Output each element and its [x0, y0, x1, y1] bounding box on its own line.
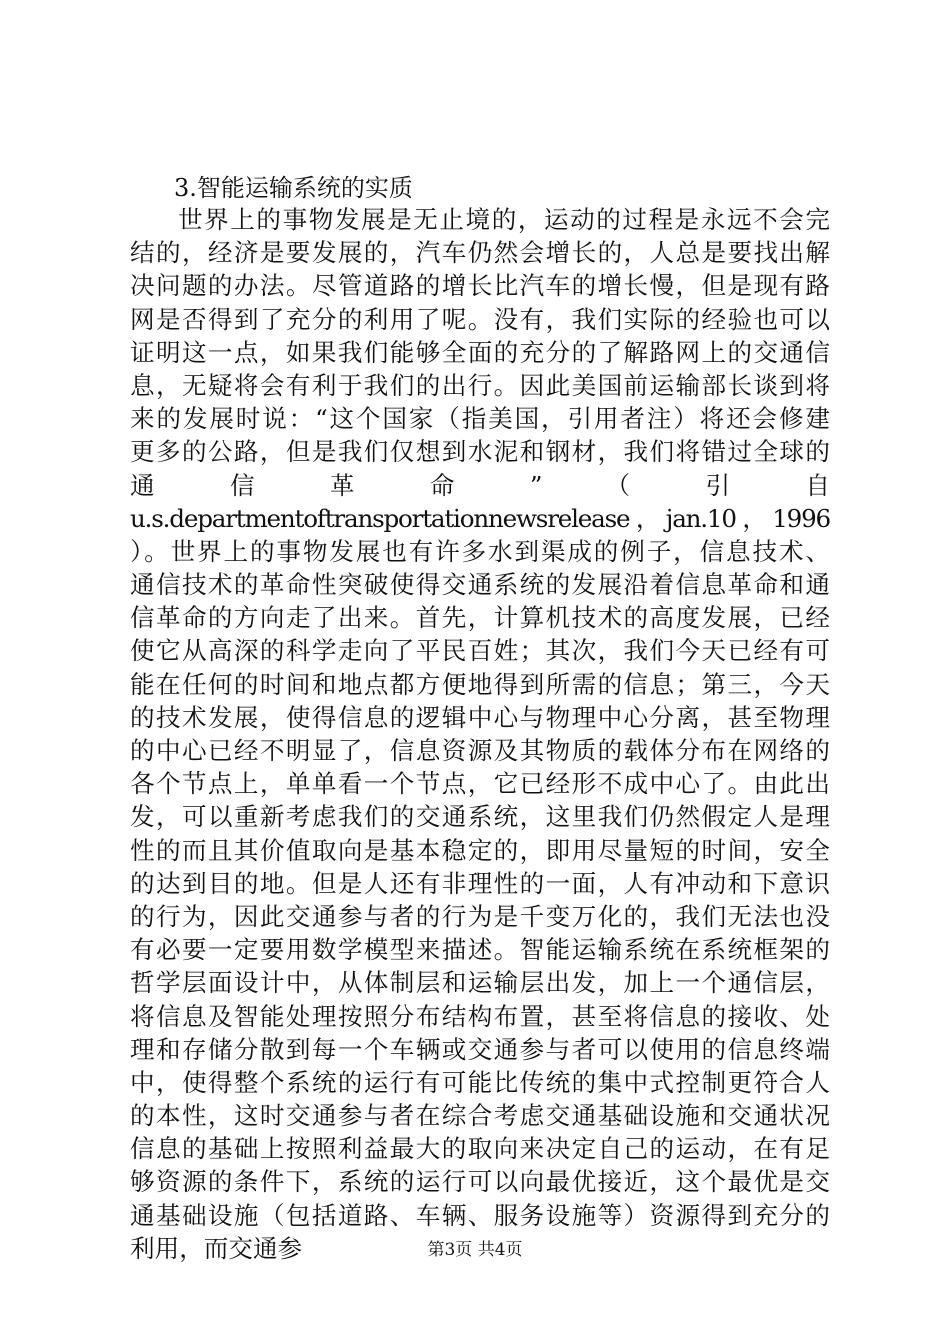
text-line: 网是否得到了充分的利用了呢。没有，我们实际的经验也可以	[130, 304, 830, 334]
text-line: ）。世界上的事物发展也有许多水到渠成的例子，信息技术、	[130, 536, 830, 566]
text-line: 哲学层面设计中，从体制层和运输层出发，加上一个通信层，	[130, 968, 830, 998]
text-line: 使它从高深的科学走向了平民百姓；其次，我们今天已经有可	[130, 636, 830, 666]
text-line: 能在任何的时间和地点都方便地得到所需的信息；第三，今天	[130, 669, 830, 699]
text-line: 的达到目的地。但是人还有非理性的一面，人有冲动和下意识	[130, 868, 830, 898]
body-paragraph	[130, 203, 830, 1265]
section-heading: 3.智能运输系统的实质	[174, 174, 413, 202]
text-line: 世界上的事物发展是无止境的，运动的过程是永远不会完	[178, 205, 830, 234]
text-line: 结的，经济是要发展的，汽车仍然会增长的，人总是要找出解	[130, 238, 830, 268]
text-line: 通基础设施（包括道路、车辆、服务设施等）资源得到充分的	[130, 1200, 830, 1230]
text-line: 将信息及智能处理按照分布结构布置，甚至将信息的接收、处	[130, 1001, 830, 1031]
text-line: 利用，而交通参	[130, 1233, 303, 1263]
text-line: 信息的基础上按照利益最大的取向来决定自己的运动，在有足	[130, 1134, 830, 1164]
text-line: 够资源的条件下，系统的运行可以向最优接近，这个最优是交	[130, 1167, 830, 1197]
text-line: 中，使得整个系统的运行有可能比传统的集中式控制更符合人	[130, 1067, 830, 1097]
text-line: 决问题的办法。尽管道路的增长比汽车的增长慢，但是现有路	[130, 271, 830, 301]
text-line: 的技术发展，使得信息的逻辑中心与物理中心分离，甚至物理	[130, 702, 830, 732]
text-line: 的行为，因此交通参与者的行为是千变万化的，我们无法也没	[130, 901, 830, 931]
text-line: 信革命的方向走了出来。首先，计算机技术的高度发展，已经	[130, 603, 830, 633]
text-line: 发，可以重新考虑我们的交通系统，这里我们仍然假定人是理	[130, 802, 830, 832]
page-number-footer: 第3页 共4页	[427, 1240, 523, 1260]
text-line: 性的而且其价值取向是基本稳定的，即用尽量短的时间，安全	[130, 835, 830, 865]
text-line: 的本性，这时交通参与者在综合考虑交通基础设施和交通状况	[130, 1101, 830, 1131]
text-line: 来的发展时说：“这个国家（指美国，引用者注）将还会修建	[130, 404, 830, 434]
text-line: 息，无疑将会有利于我们的出行。因此美国前运输部长谈到将	[130, 370, 830, 400]
text-line: 有必要一定要用数学模型来描述。智能运输系统在系统框架的	[130, 935, 830, 965]
text-line: 通信技术的革命性突破使得交通系统的发展沿着信息革命和通	[130, 570, 830, 600]
text-line: 各个节点上，单单看一个节点，它已经形不成中心了。由此出	[130, 769, 830, 799]
text-line: 证明这一点，如果我们能够全面的充分的了解路网上的交通信	[130, 337, 830, 367]
text-line: 更多的公路，但是我们仅想到水泥和钢材，我们将错过全球的	[130, 437, 830, 467]
text-line: 通 信 革 命 ” （ 引 自	[130, 470, 830, 500]
text-line: u.s.departmentoftransportationnewsrelease，jan.10，1996	[130, 503, 830, 533]
text-line: 的中心已经不明显了，信息资源及其物质的载体分布在网络的	[130, 736, 830, 765]
text-line: 理和存储分散到每一个车辆或交通参与者可以使用的信息终端	[130, 1034, 830, 1064]
